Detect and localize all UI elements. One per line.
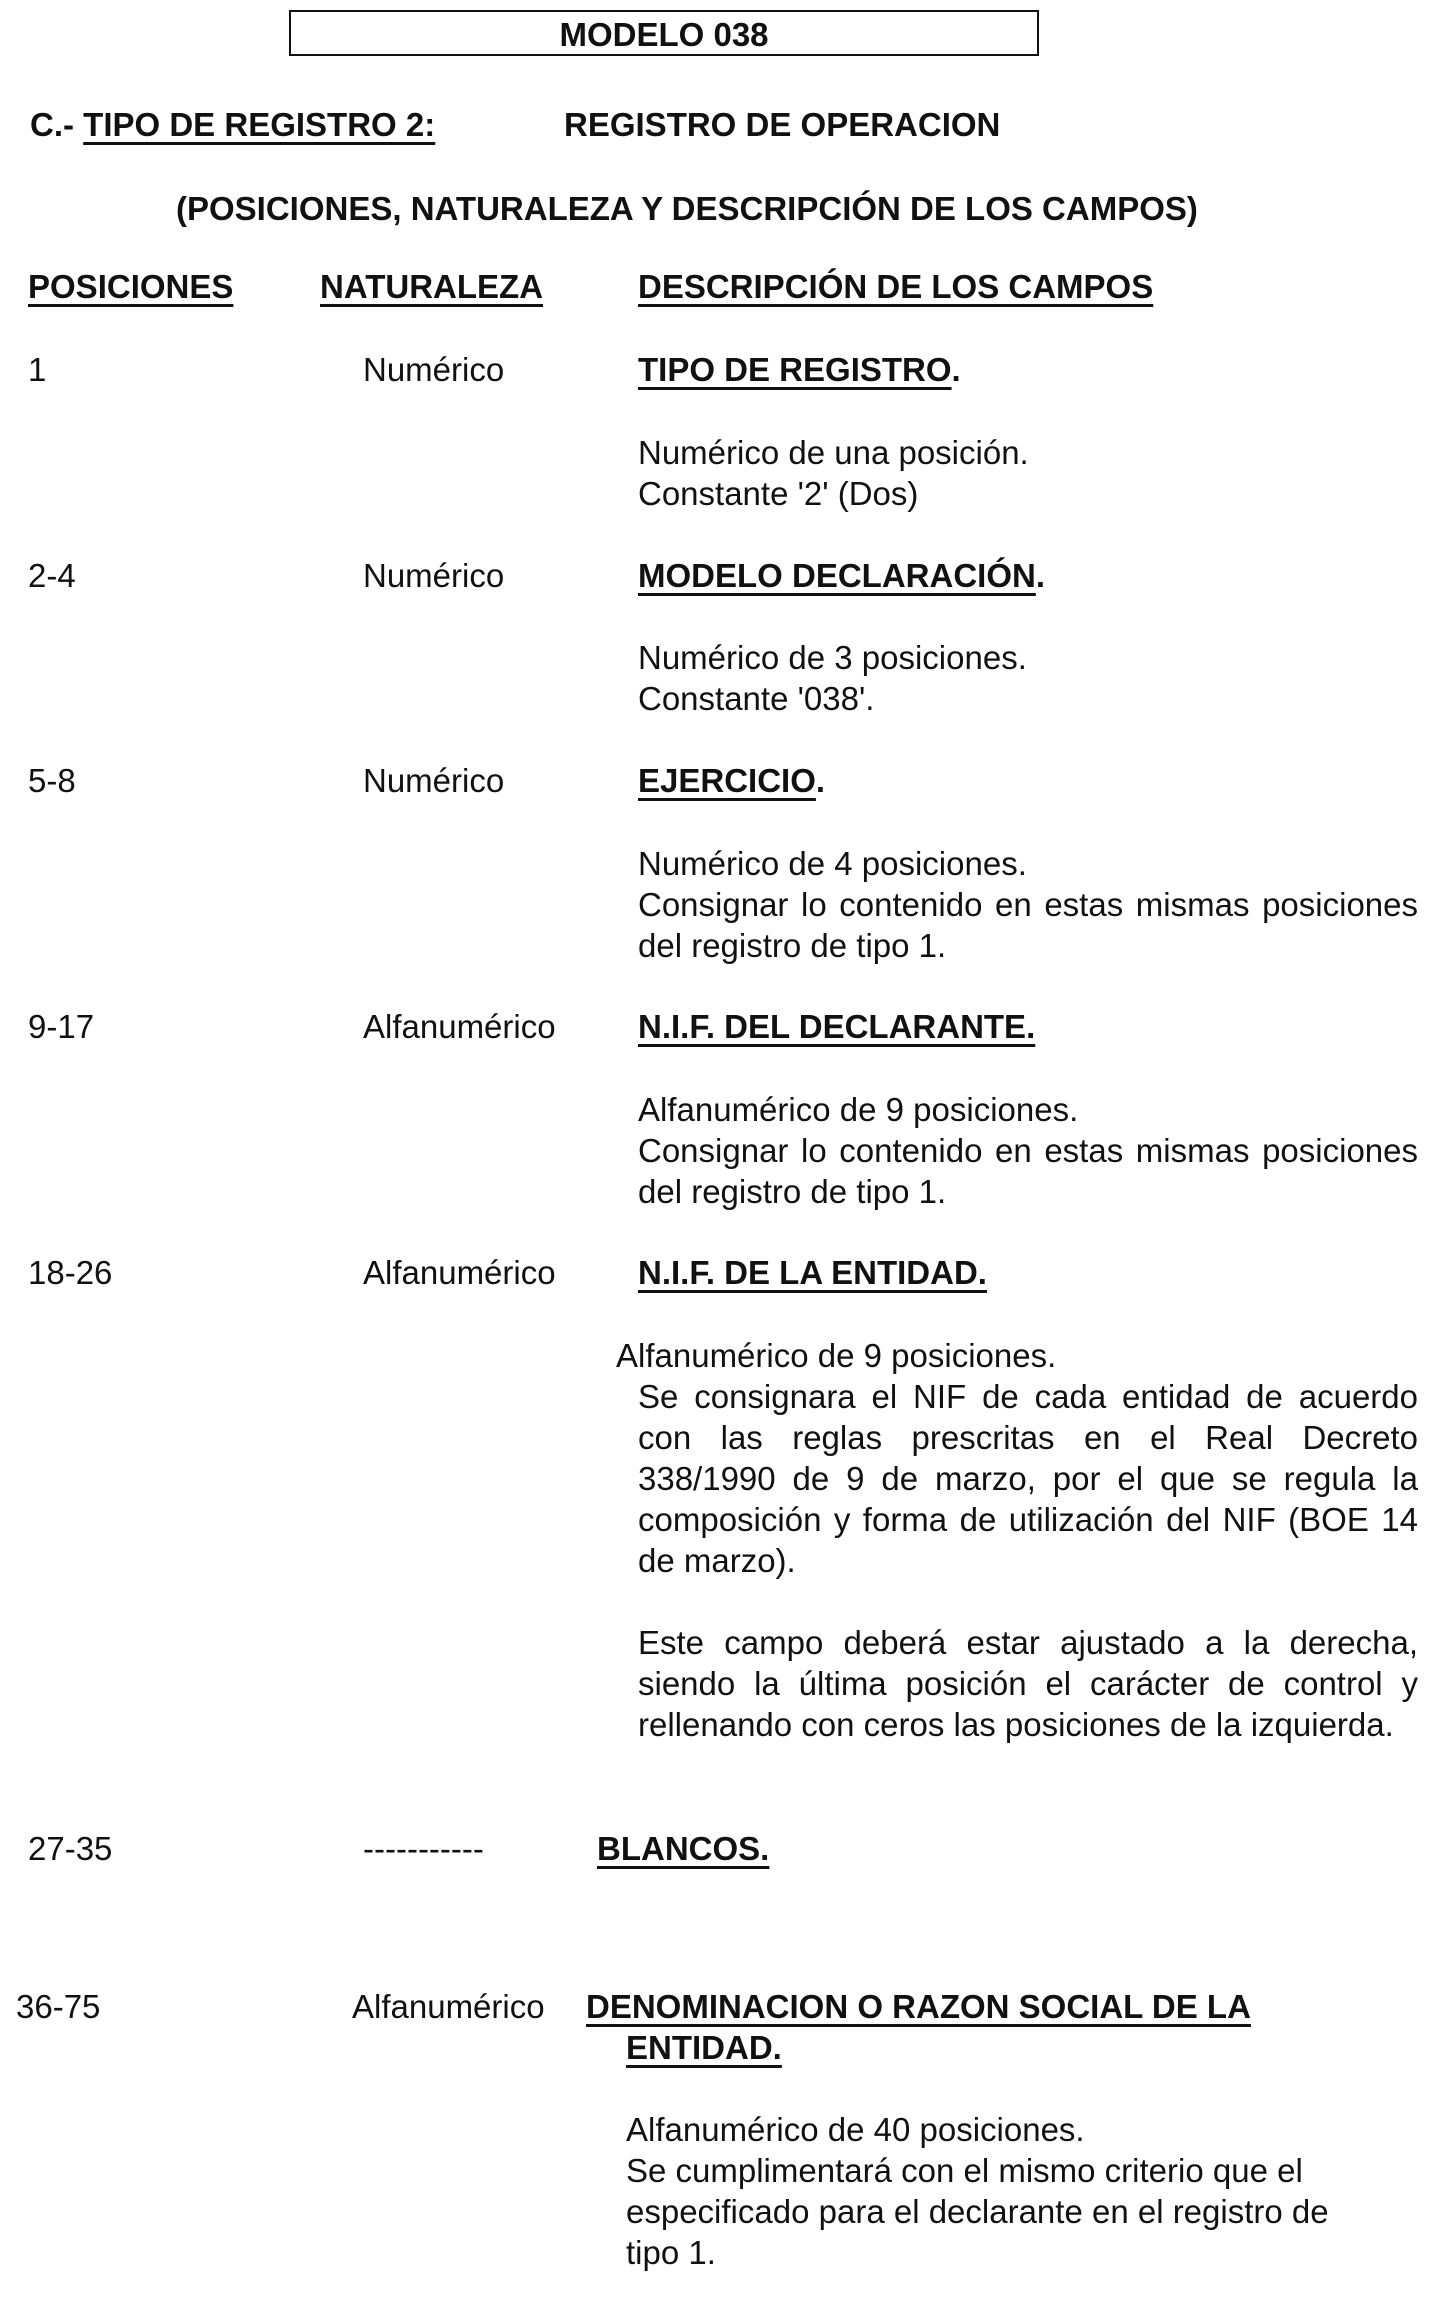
row-positions: 18-26 <box>28 1254 113 1291</box>
row-title: N.I.F. DEL DECLARANTE. <box>638 1008 1036 1045</box>
row-description-line: Alfanumérico de 40 posiciones. <box>626 2111 1085 2148</box>
row-title: TIPO DE REGISTRO. <box>638 351 961 388</box>
column-header-positions: POSICIONES <box>28 268 234 305</box>
column-header-description: DESCRIPCIÓN DE LOS CAMPOS <box>638 268 1154 305</box>
row-nature: Alfanumérico <box>363 1254 556 1291</box>
section-prefix: C.- <box>30 106 74 143</box>
row-positions: 1 <box>28 351 47 388</box>
row-title: BLANCOS. <box>597 1830 770 1867</box>
row-title: MODELO DECLARACIÓN. <box>638 557 1045 594</box>
row-nature: Numérico <box>363 557 505 594</box>
row-description-line: Constante '038'. <box>638 680 875 717</box>
row-description-paragraph: Consignar lo contenido en estas mismas posiciones del registro de tipo 1. <box>638 1132 1418 1210</box>
row-title: N.I.F. DE LA ENTIDAD. <box>638 1254 987 1291</box>
column-header-nature: NATURALEZA <box>320 268 544 305</box>
row-positions: 27-35 <box>28 1830 113 1867</box>
row-title: DENOMINACION O RAZON SOCIAL DE LA <box>586 1988 1251 2025</box>
row-nature: Alfanumérico <box>363 1008 556 1045</box>
row-title: EJERCICIO. <box>638 762 826 799</box>
row-description-paragraph: Se consignara el NIF de cada entidad de acuerdo con las reglas prescritas en el Real Decreto 338/1990 de 9 de marzo, por el que se regula la composición y forma de utilización del NIF (BOE 14 de marzo). <box>638 1378 1418 1579</box>
subtitle: (POSICIONES, NATURALEZA Y DESCRIPCIÓN DE LOS CAMPOS) <box>176 190 1198 227</box>
row-description-paragraph: Consignar lo contenido en estas mismas posiciones del registro de tipo 1. <box>638 886 1418 964</box>
row-description-paragraph: Se cumplimentará con el mismo criterio que el especificado para el declarante en el registro de tipo 1. <box>626 2152 1329 2271</box>
row-description-line: Alfanumérico de 9 posiciones. <box>638 1091 1079 1128</box>
row-nature: Alfanumérico <box>352 1988 545 2025</box>
row-nature: ----------- <box>363 1830 484 1867</box>
model-title-box <box>289 10 1039 56</box>
row-description-line: Alfanumérico de 9 posiciones. <box>616 1337 1057 1374</box>
row-description-line: Numérico de 3 posiciones. <box>638 639 1027 676</box>
row-positions: 2-4 <box>28 557 76 594</box>
row-positions: 9-17 <box>28 1008 95 1045</box>
row-nature: Numérico <box>363 762 505 799</box>
row-positions: 5-8 <box>28 762 76 799</box>
row-description-paragraph: Este campo deberá estar ajustado a la derecha, siendo la última posición el carácter de control y rellenando con ceros las posiciones de la izquierda. <box>638 1624 1418 1743</box>
section-name: REGISTRO DE OPERACION <box>564 106 1001 143</box>
row-positions: 36-75 <box>16 1988 101 2025</box>
section-heading <box>30 104 435 145</box>
section-type: TIPO DE REGISTRO 2: <box>83 106 436 143</box>
model-title: MODELO 038 <box>559 16 769 53</box>
row-description-line: Numérico de 4 posiciones. <box>638 845 1027 882</box>
row-title-continued: ENTIDAD. <box>626 2029 782 2066</box>
row-nature: Numérico <box>363 351 505 388</box>
row-description-line: Numérico de una posición. <box>638 434 1029 471</box>
row-description-line: Constante '2' (Dos) <box>638 475 919 512</box>
